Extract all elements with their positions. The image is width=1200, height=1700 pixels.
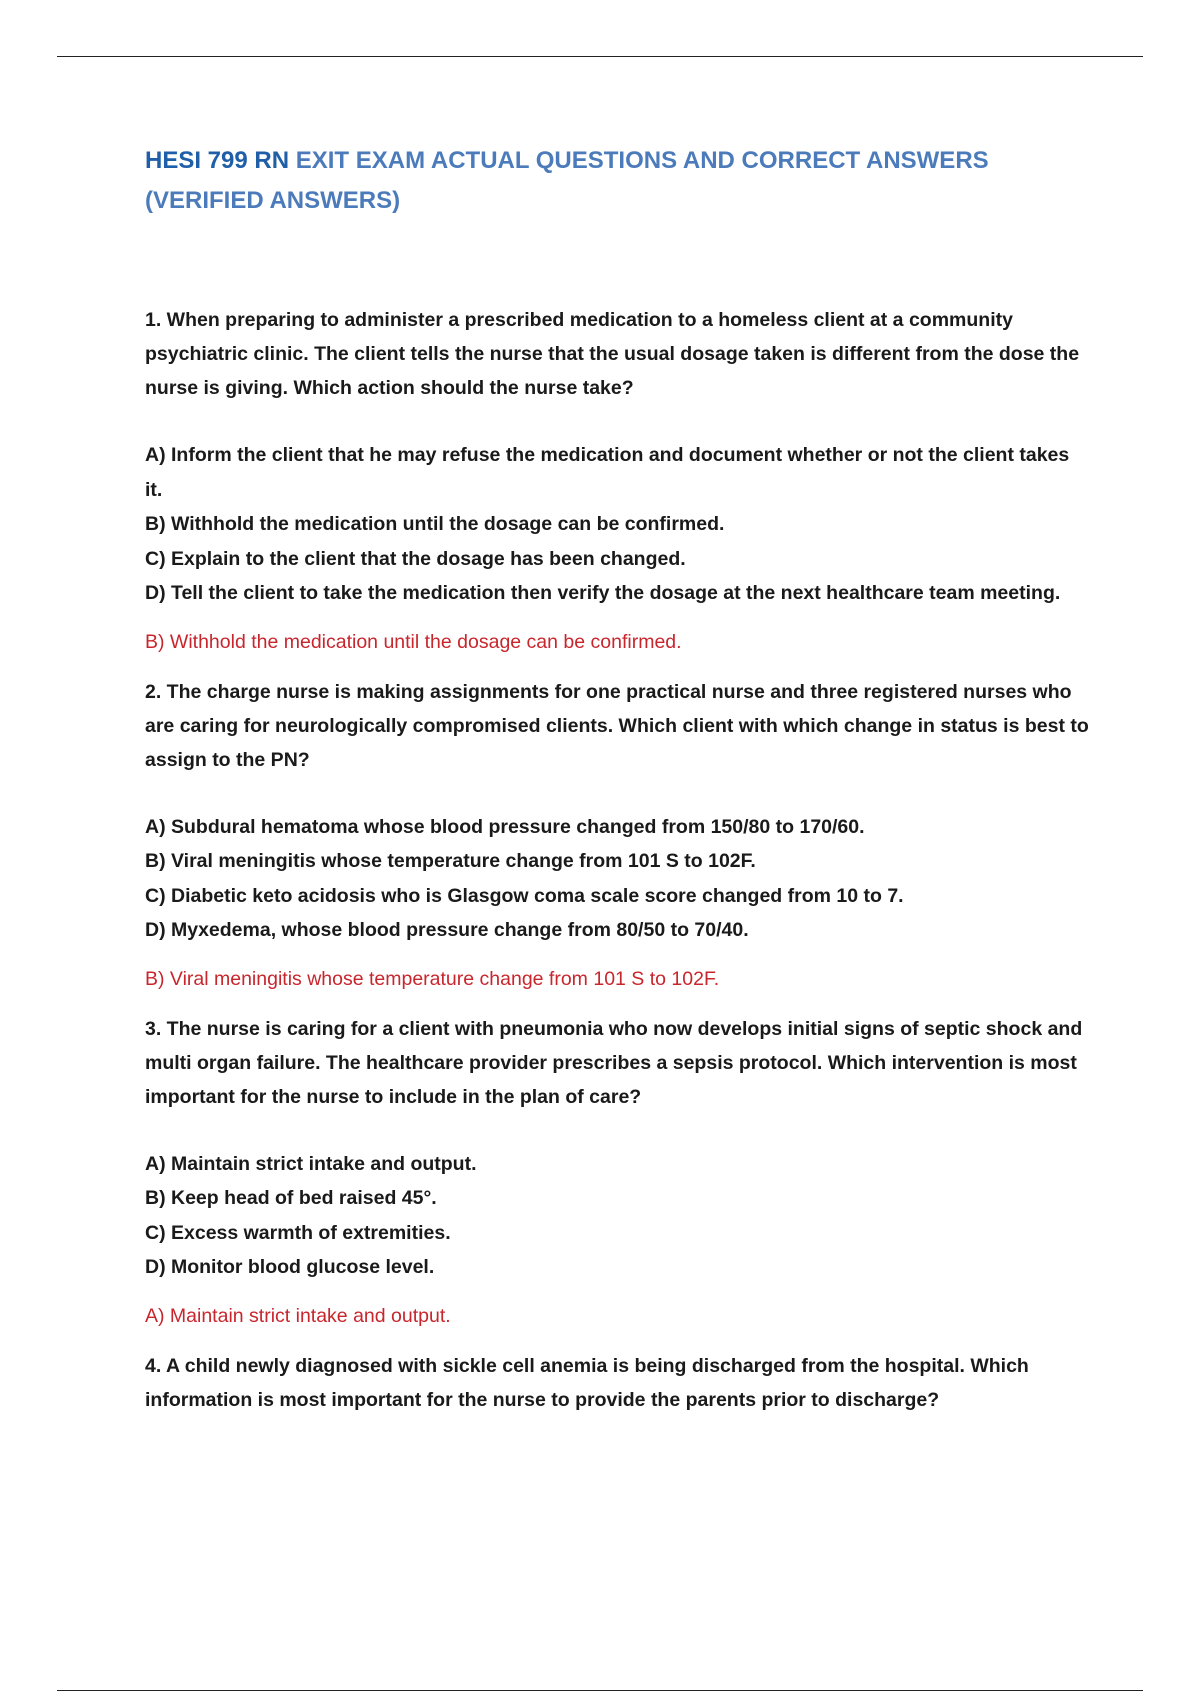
option-c: C) Diabetic keto acidosis who is Glasgow coma scale score changed from 10 to 7. — [145, 884, 904, 907]
option-a: A) Subdural hematoma whose blood pressure changed from 150/80 to 170/60. — [145, 815, 865, 838]
option-d: D) Myxedema, whose blood pressure change from 80/50 to 70/40. — [145, 919, 749, 941]
question-text: 2. The charge nurse is making assignments for one practical nurse and three registered nurses who are caring for neurologically compromised clients. Which client with which change in status is best to assign to the PN? — [145, 680, 1089, 771]
correct-answer: B) Withhold the medication until the dosage can be confirmed. — [145, 630, 682, 653]
question-1 — [145, 303, 1090, 659]
option-d: D) Tell the client to take the medication then verify the dosage at the next healthcare team meeting. — [145, 582, 1061, 604]
option-a: A) Maintain strict intake and output. — [145, 1152, 477, 1175]
option-a: A) Inform the client that he may refuse the medication and document whether or not the client takes it. — [145, 444, 1070, 501]
title-description: EXIT EXAM ACTUAL QUESTIONS AND CORRECT ANSWERS (VERIFIED ANSWERS) — [145, 147, 989, 214]
option-b: B) Viral meningitis whose temperature change from 101 S to 102F. — [145, 850, 756, 872]
option-d: D) Monitor blood glucose level. — [145, 1256, 435, 1278]
question-text: 3. The nurse is caring for a client with pneumonia who now develops initial signs of septic shock and multi organ failure. The healthcare provider prescribes a sepsis protocol. Which intervention is most important for the nurse to include in the plan of care? — [145, 1017, 1083, 1108]
question-2 — [145, 675, 1090, 996]
footer-rule — [57, 1690, 1143, 1691]
question-3 — [145, 1012, 1090, 1333]
question-4 — [145, 1349, 1090, 1417]
header-rule — [57, 56, 1143, 57]
options-list — [145, 1147, 1090, 1285]
options-list — [145, 438, 1090, 611]
document-title — [145, 141, 1090, 221]
question-text: 4. A child newly diagnosed with sickle cell anemia is being discharged from the hospital. Which information is most important for the nurse to provide the parents prior to discharge? — [145, 1354, 1029, 1411]
option-c: C) Excess warmth of extremities. — [145, 1221, 451, 1244]
option-b: B) Keep head of bed raised 45°. — [145, 1187, 437, 1209]
question-text: 1. When preparing to administer a prescribed medication to a homeless client at a community psychiatric clinic. The client tells the nurse that the usual dosage taken is different from the dose the nurse is giving. Which action should the nurse take? — [145, 309, 1080, 399]
option-b: B) Withhold the medication until the dosage can be confirmed. — [145, 513, 725, 535]
title-exam-code: HESI 799 RN — [145, 147, 290, 174]
options-list — [145, 810, 1090, 948]
correct-answer: A) Maintain strict intake and output. — [145, 1304, 451, 1327]
correct-answer: B) Viral meningitis whose temperature change from 101 S to 102F. — [145, 967, 720, 990]
option-c: C) Explain to the client that the dosage has been changed. — [145, 547, 686, 570]
document-body — [145, 141, 1090, 1417]
